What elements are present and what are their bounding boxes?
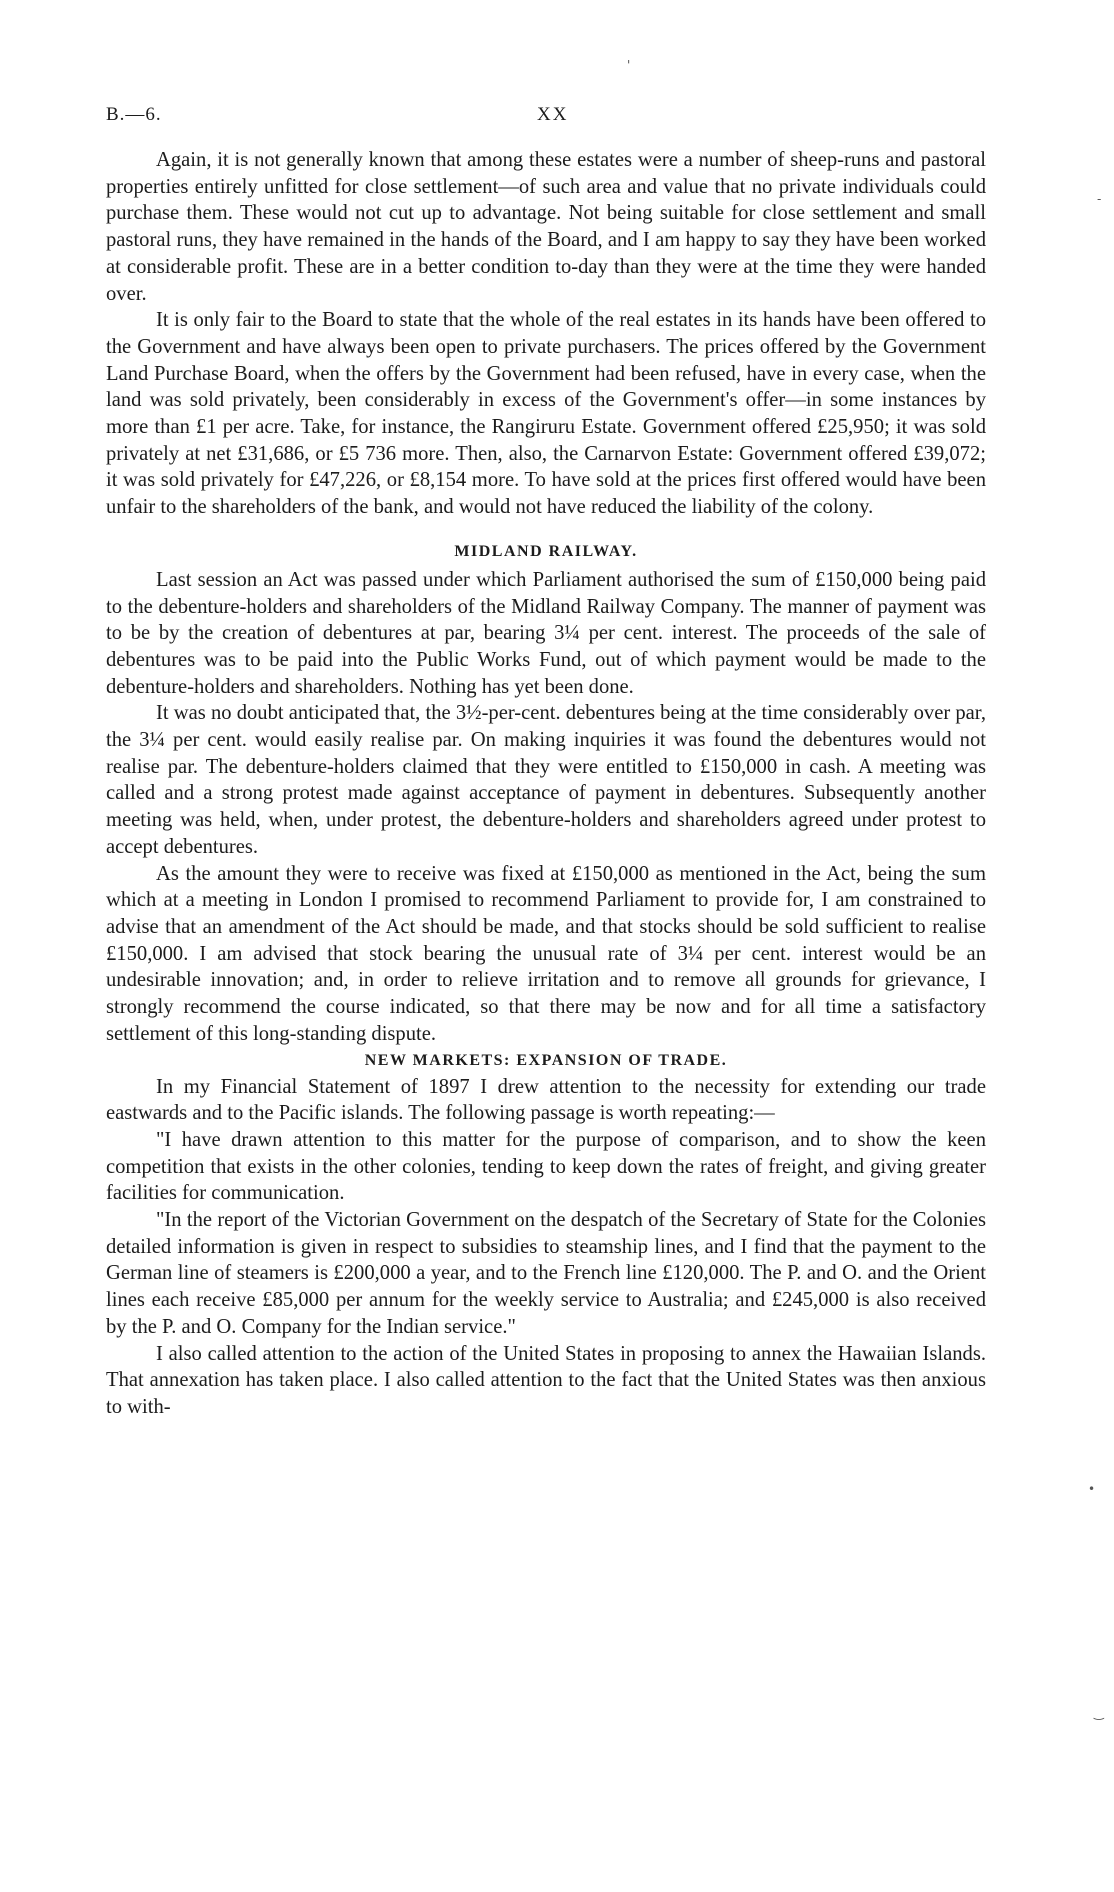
scan-mark-top: ' bbox=[627, 58, 631, 72]
paragraph-hawaii: I also called attention to the action of the United States in proposing to annex the Hawaiian Islands. That annexation has taken place. I also called attention to the fact that the United States was then anxious to with- bbox=[106, 1342, 986, 1418]
body-text bbox=[106, 147, 986, 1421]
section-heading-midland-railway: MIDLAND RAILWAY. bbox=[454, 542, 638, 560]
paragraph-midland-act: Last session an Act was passed under which Parliament authorised the sum of £150,000 being paid to the debenture-holders and shareholders of the Midland Railway Company. The manner of payment was to be by the creation of debentures at par, bearing 3¼ per cent. interest. The proceeds of the sale of debentures was to be paid into the Public Works Fund, out of which payment would be made to the debenture-holders and shareholders. Nothing has yet been done. bbox=[106, 568, 986, 698]
paragraph-quote-competition: "I have drawn attention to this matter for the purpose of comparison, and to show the keen competition that exists in the other colonies, tending to keep down the rates of freight, and giving greater facilities for communication. bbox=[106, 1128, 986, 1205]
section-heading-new-markets: NEW MARKETS: EXPANSION OF TRADE. bbox=[364, 1051, 728, 1069]
page-number: XX bbox=[537, 104, 569, 125]
paragraph-estates: Again, it is not generally known that among these estates were a number of sheep-runs and pastoral properties entirely unfitted for close settlement—of such area and value that no private individuals could purchase them. These would not cut up to advantage. Not being suitable for close settlement and small pastoral runs, they have remained in the hands of the Board, and I am happy to say they have been worked at considerable profit. These are in a better condition to-day than they were at the time they were handed over. bbox=[106, 149, 986, 305]
paragraph-quote-subsidies: "In the report of the Victorian Government on the despatch of the Secretary of State for the Colonies detailed information is given in respect to subsidies to steamship lines, and I find that the payment to the German line of steamers is £200,000 a year, and to the French line £120,000. The P. and O. and the Orient lines each receive £85,000 per annum for the weekly service to Australia; and £245,000 is also received by the P. and O. Company for the Indian service." bbox=[106, 1209, 986, 1338]
paragraph-amendment-advice: As the amount they were to receive was fixed at £150,000 as mentioned in the Act, being the sum which at a meeting in London I promised to recommend Parliament to provide for, I am constrained to advise that an amendment of the Act should be made, and that stocks should be sold sufficient to realise £150,000. I am advised that stock bearing the unusual rate of 3¼ per cent. interest would be an undesirable innovation; and, in order to relieve irritation and to remove all grounds for grievance, I strongly recommend the course indicated, so that there may be now and for all time a satisfactory settlement of this long-standing dispute. bbox=[106, 862, 986, 1045]
paragraph-debentures-par: It was no doubt anticipated that, the 3½-per-cent. debentures being at the time considerably over par, the 3¼ per cent. would easily realise par. On making inquiries it was found the debentures would not realise par. The debenture-holders claimed that they were entitled to £150,000 in cash. A meeting was called and a strong protest made against acceptance of payment in debentures. Subsequently another meeting was held, when, under protest, the debenture-holders and shareholders agreed under protest to accept debentures. bbox=[106, 702, 986, 858]
scan-mark-right-3: ‿ bbox=[1094, 1706, 1104, 1720]
scan-mark-right-1: - bbox=[1097, 192, 1102, 206]
scan-mark-right-2: • bbox=[1088, 1482, 1096, 1496]
document-reference: B.—6. bbox=[106, 104, 162, 125]
paragraph-board-offers: It is only fair to the Board to state that the whole of the real estates in its hands have been offered to the Government and have always been open to private purchasers. The prices offered by the Government Land Purchase Board, when the offers by the Government had been refused, have in every case, when the land was sold privately, been considerably in excess of the Government's offer—in some instances by more than £1 per acre. Take, for instance, the Rangiruru Estate. Government offered £25,950; it was sold privately at net £31,686, or £5 736 more. Then, also, the Carnarvon Estate: Government offered £39,072; it was sold privately for £47,226, or £8,154 more. To have sold at the prices first offered would have been unfair to the shareholders of the bank, and would not have reduced the liability of the colony. bbox=[106, 309, 986, 519]
paragraph-financial-statement: In my Financial Statement of 1897 I drew attention to the necessity for extending our trade eastwards and to the Pacific islands. The following passage is worth repeating:— bbox=[106, 1075, 986, 1125]
